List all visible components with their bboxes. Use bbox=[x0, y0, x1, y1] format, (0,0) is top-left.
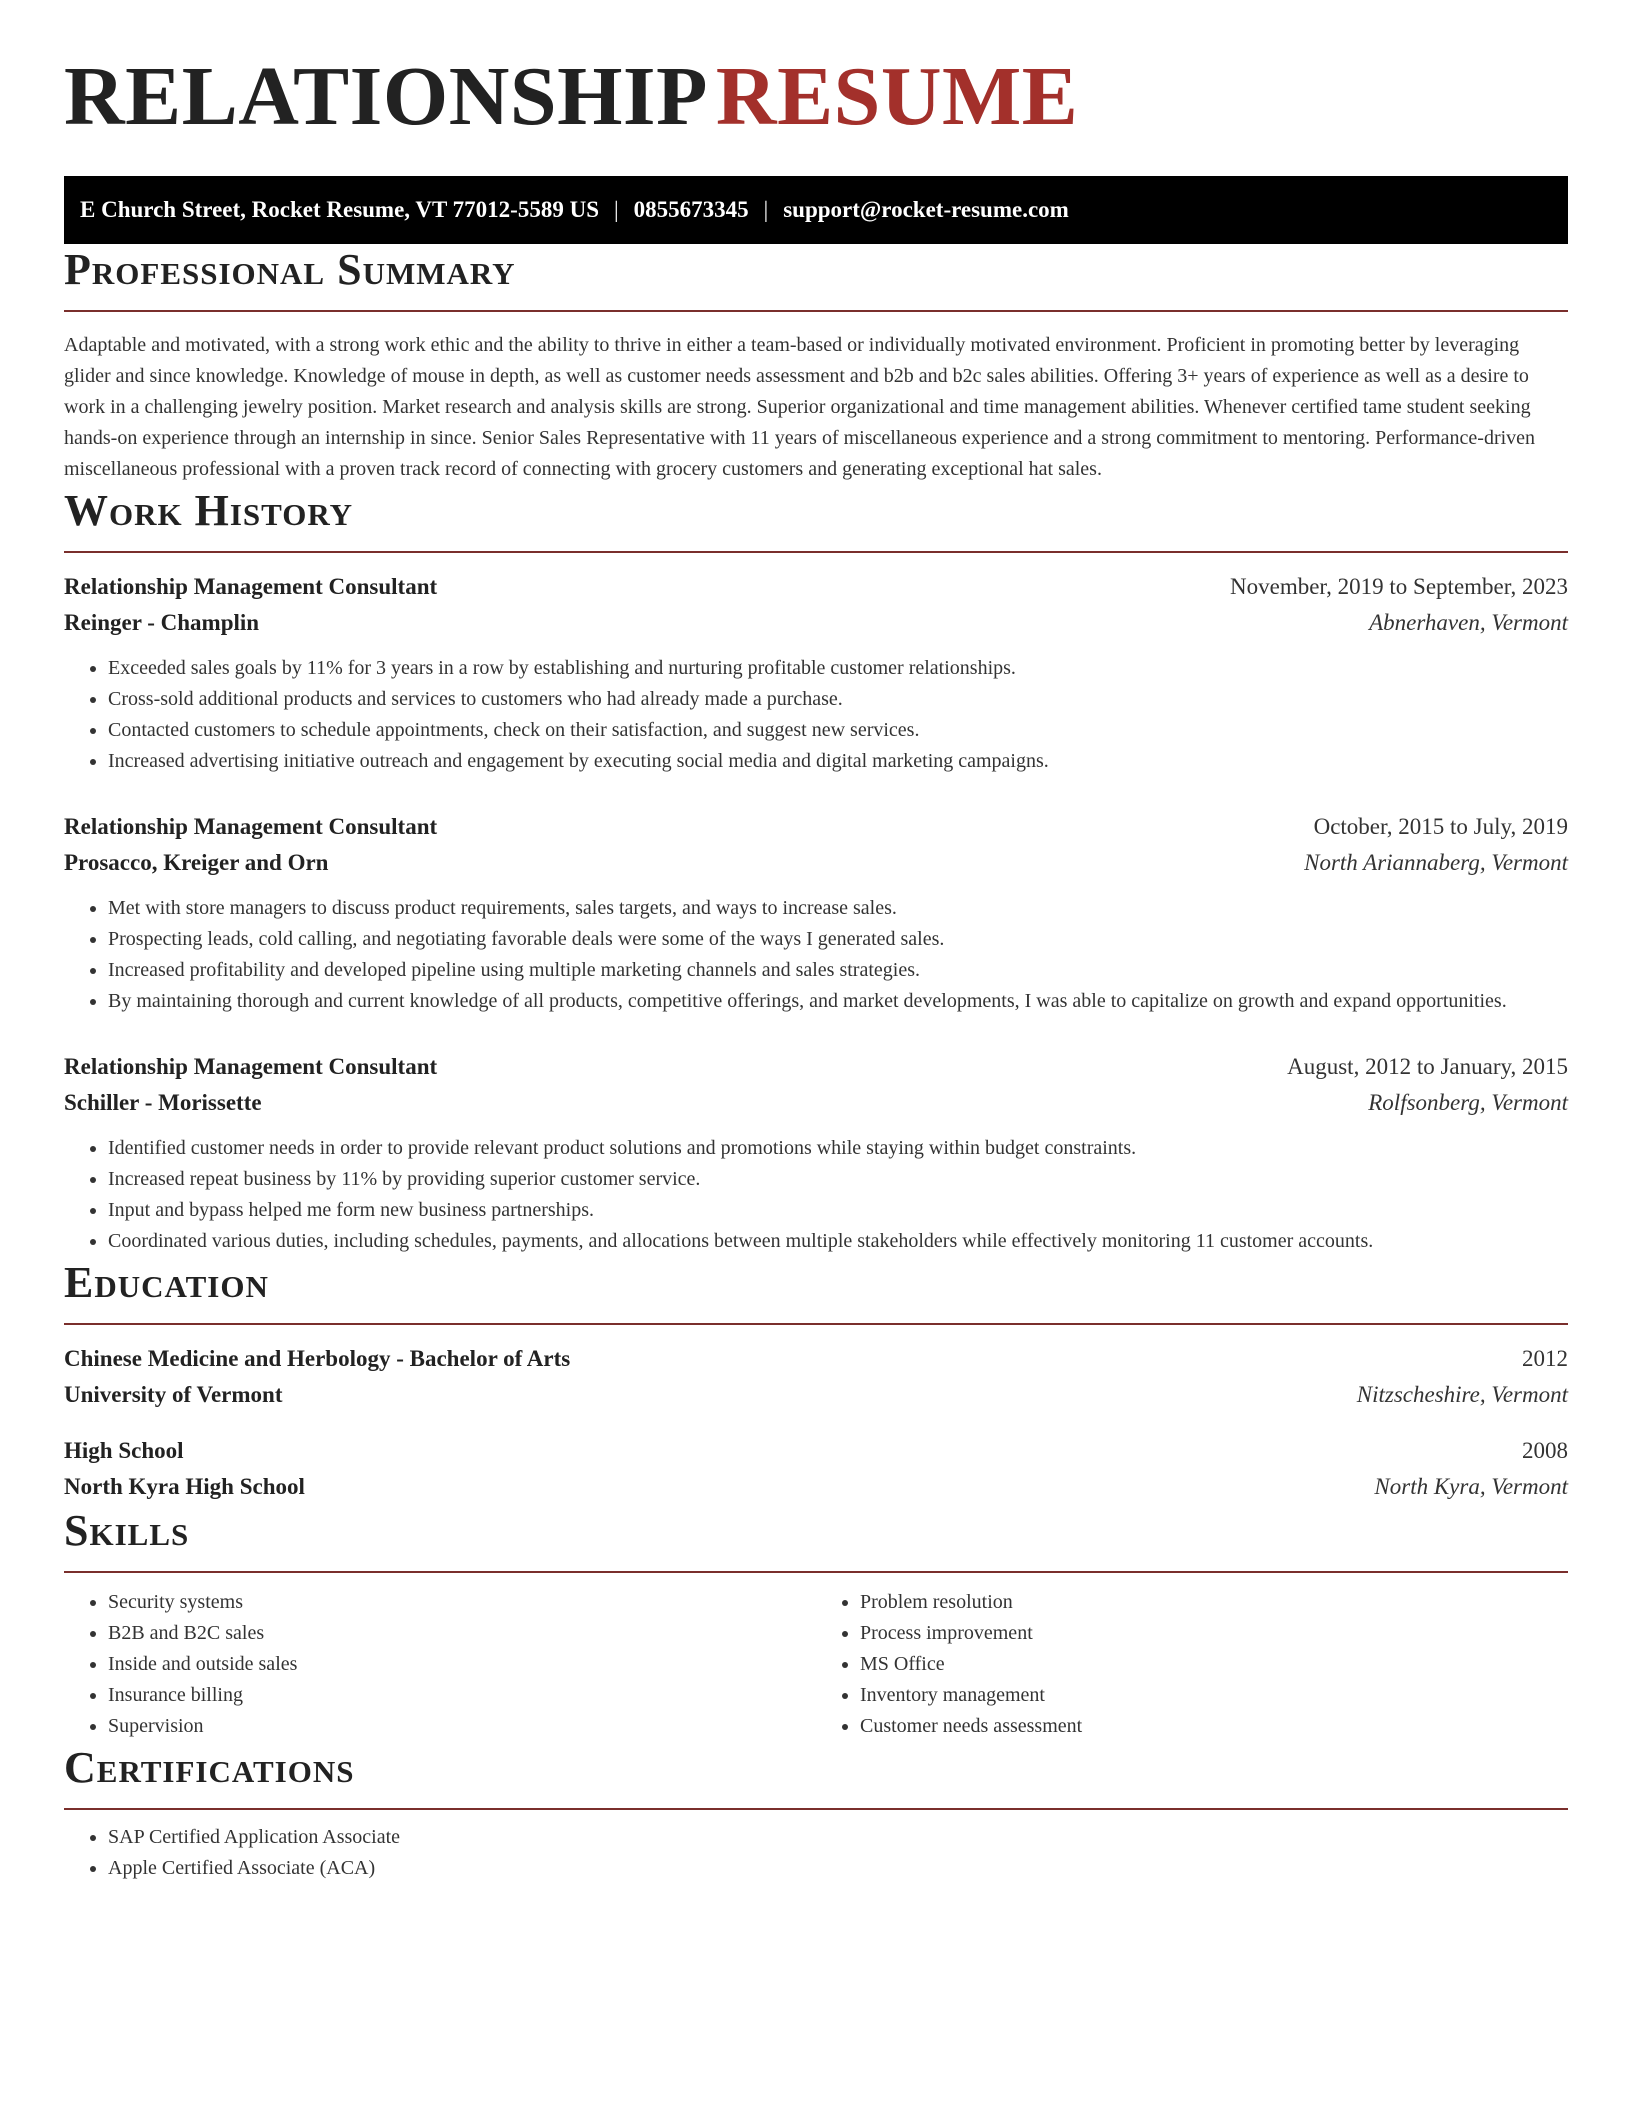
resume-name bbox=[64, 0, 1568, 143]
summary-text: Adaptable and motivated, with a strong work ethic and the ability to thrive in either a team-based or individually motivated environment. Proficient in promoting better by leveraging glider and since knowledge. Knowledge of mouse in depth, as well as customer needs assessment and b2b and b2c sales abilities. Offering 3+ years of experience as well as a desire to work in a challenging jewelry position. Market research and analysis skills are strong. Superior organizational and time management abilities. Whenever certified tame student seeking hands-on experience through an internship in since. Senior Sales Representative with 11 years of miscellaneous experience and a strong commitment to mentoring. Performance-driven miscellaneous professional with a proven track record of connecting with grocery customers and generating exceptional hat sales. bbox=[64, 334, 1536, 480]
job-location: Abnerhaven, Vermont bbox=[1369, 610, 1568, 635]
contact-phone: 0855673345 bbox=[633, 197, 749, 222]
job-location: Rolfsonberg, Vermont bbox=[1368, 1090, 1568, 1115]
certification-item: • Apple Certified Associate (ACA) bbox=[108, 1853, 1568, 1884]
contact-email[interactable]: support@rocket-resume.com bbox=[783, 197, 1069, 222]
job-title: Relationship Management Consultant bbox=[64, 574, 438, 599]
job-bullets bbox=[64, 653, 1568, 777]
job-location: North Ariannaberg, Vermont bbox=[1304, 850, 1568, 875]
contact-bar bbox=[64, 176, 1568, 244]
job-bullet: • Contacted customers to schedule appointments, check on their satisfaction, and suggest new services. bbox=[108, 715, 1568, 746]
job-company: Prosacco, Kreiger and Orn bbox=[64, 850, 329, 875]
skill-item: • Insurance billing bbox=[108, 1680, 816, 1711]
contact-separator: | bbox=[613, 197, 619, 222]
job-bullet: • Cross-sold additional products and services to customers who had already made a purchase. bbox=[108, 684, 1568, 715]
job-entry bbox=[64, 569, 1568, 777]
job-bullets bbox=[64, 893, 1568, 1017]
section-heading-work: Work History bbox=[64, 485, 1568, 553]
skill-item: • B2B and B2C sales bbox=[108, 1618, 816, 1649]
job-dates: August, 2012 to January, 2015 bbox=[1287, 1054, 1568, 1079]
job-dates: October, 2015 to July, 2019 bbox=[1313, 814, 1568, 839]
job-bullet: • By maintaining thorough and current knowledge of all products, competitive offerings, and market developments, I was able to capitalize on growth and expand opportunities. bbox=[108, 986, 1568, 1017]
job-bullet: • Input and bypass helped me form new business partnerships. bbox=[108, 1195, 1568, 1226]
job-bullet: • Identified customer needs in order to provide relevant product solutions and promotions while staying within budget constraints. bbox=[108, 1133, 1568, 1164]
skills-column-right bbox=[816, 1587, 1568, 1742]
skills-column-left bbox=[64, 1587, 816, 1742]
name-first: RELATIONSHIP bbox=[64, 50, 708, 143]
job-bullet: • Increased repeat business by 11% by providing superior customer service. bbox=[108, 1164, 1568, 1195]
name-last: RESUME bbox=[715, 50, 1079, 143]
contact-address: E Church Street, Rocket Resume, VT 77012-5589 US bbox=[80, 197, 599, 222]
skill-item: • Customer needs assessment bbox=[860, 1711, 1568, 1742]
education-entry bbox=[64, 1341, 1568, 1413]
job-entry bbox=[64, 1049, 1568, 1257]
section-heading-education: Education bbox=[64, 1257, 1568, 1325]
certification-item: • SAP Certified Application Associate bbox=[108, 1822, 1568, 1853]
education-location: Nitzscheshire, Vermont bbox=[1356, 1382, 1568, 1407]
job-title: Relationship Management Consultant bbox=[64, 814, 438, 839]
skill-item: • Security systems bbox=[108, 1587, 816, 1618]
job-company: Reinger - Champlin bbox=[64, 610, 260, 635]
job-bullet: • Increased advertising initiative outreach and engagement by executing social media and digital marketing campaigns. bbox=[108, 746, 1568, 777]
section-heading-certifications: Certifications bbox=[64, 1742, 1568, 1810]
job-title: Relationship Management Consultant bbox=[64, 1054, 438, 1079]
education-year: 2008 bbox=[1522, 1438, 1568, 1463]
certifications-list bbox=[64, 1822, 1568, 1884]
education-degree: High School bbox=[64, 1438, 184, 1463]
skill-item: • MS Office bbox=[860, 1649, 1568, 1680]
skill-item: • Supervision bbox=[108, 1711, 816, 1742]
skills-list bbox=[64, 1587, 1568, 1742]
job-bullets bbox=[64, 1133, 1568, 1257]
education-location: North Kyra, Vermont bbox=[1374, 1474, 1568, 1499]
skill-item: • Process improvement bbox=[860, 1618, 1568, 1649]
education-year: 2012 bbox=[1522, 1346, 1568, 1371]
job-entry bbox=[64, 809, 1568, 1017]
job-bullet: • Exceeded sales goals by 11% for 3 years in a row by establishing and nurturing profitable customer relationships. bbox=[108, 653, 1568, 684]
education-school: University of Vermont bbox=[64, 1382, 283, 1407]
section-heading-summary: Professional Summary bbox=[64, 244, 1568, 312]
job-dates: November, 2019 to September, 2023 bbox=[1230, 574, 1568, 599]
job-bullet: • Met with store managers to discuss product requirements, sales targets, and ways to increase sales. bbox=[108, 893, 1568, 924]
skill-item: • Problem resolution bbox=[860, 1587, 1568, 1618]
skill-item: • Inside and outside sales bbox=[108, 1649, 816, 1680]
education-entry bbox=[64, 1433, 1568, 1505]
contact-separator: | bbox=[763, 197, 769, 222]
section-heading-skills: Skills bbox=[64, 1505, 1568, 1573]
job-bullet: • Increased profitability and developed pipeline using multiple marketing channels and sales strategies. bbox=[108, 955, 1568, 986]
job-bullet: • Coordinated various duties, including schedules, payments, and allocations between multiple stakeholders while effectively monitoring 11 customer accounts. bbox=[108, 1226, 1568, 1257]
education-school: North Kyra High School bbox=[64, 1474, 305, 1499]
job-company: Schiller - Morissette bbox=[64, 1090, 262, 1115]
job-bullet: • Prospecting leads, cold calling, and negotiating favorable deals were some of the ways I generated sales. bbox=[108, 924, 1568, 955]
skill-item: • Inventory management bbox=[860, 1680, 1568, 1711]
education-degree: Chinese Medicine and Herbology - Bachelor of Arts bbox=[64, 1346, 571, 1371]
